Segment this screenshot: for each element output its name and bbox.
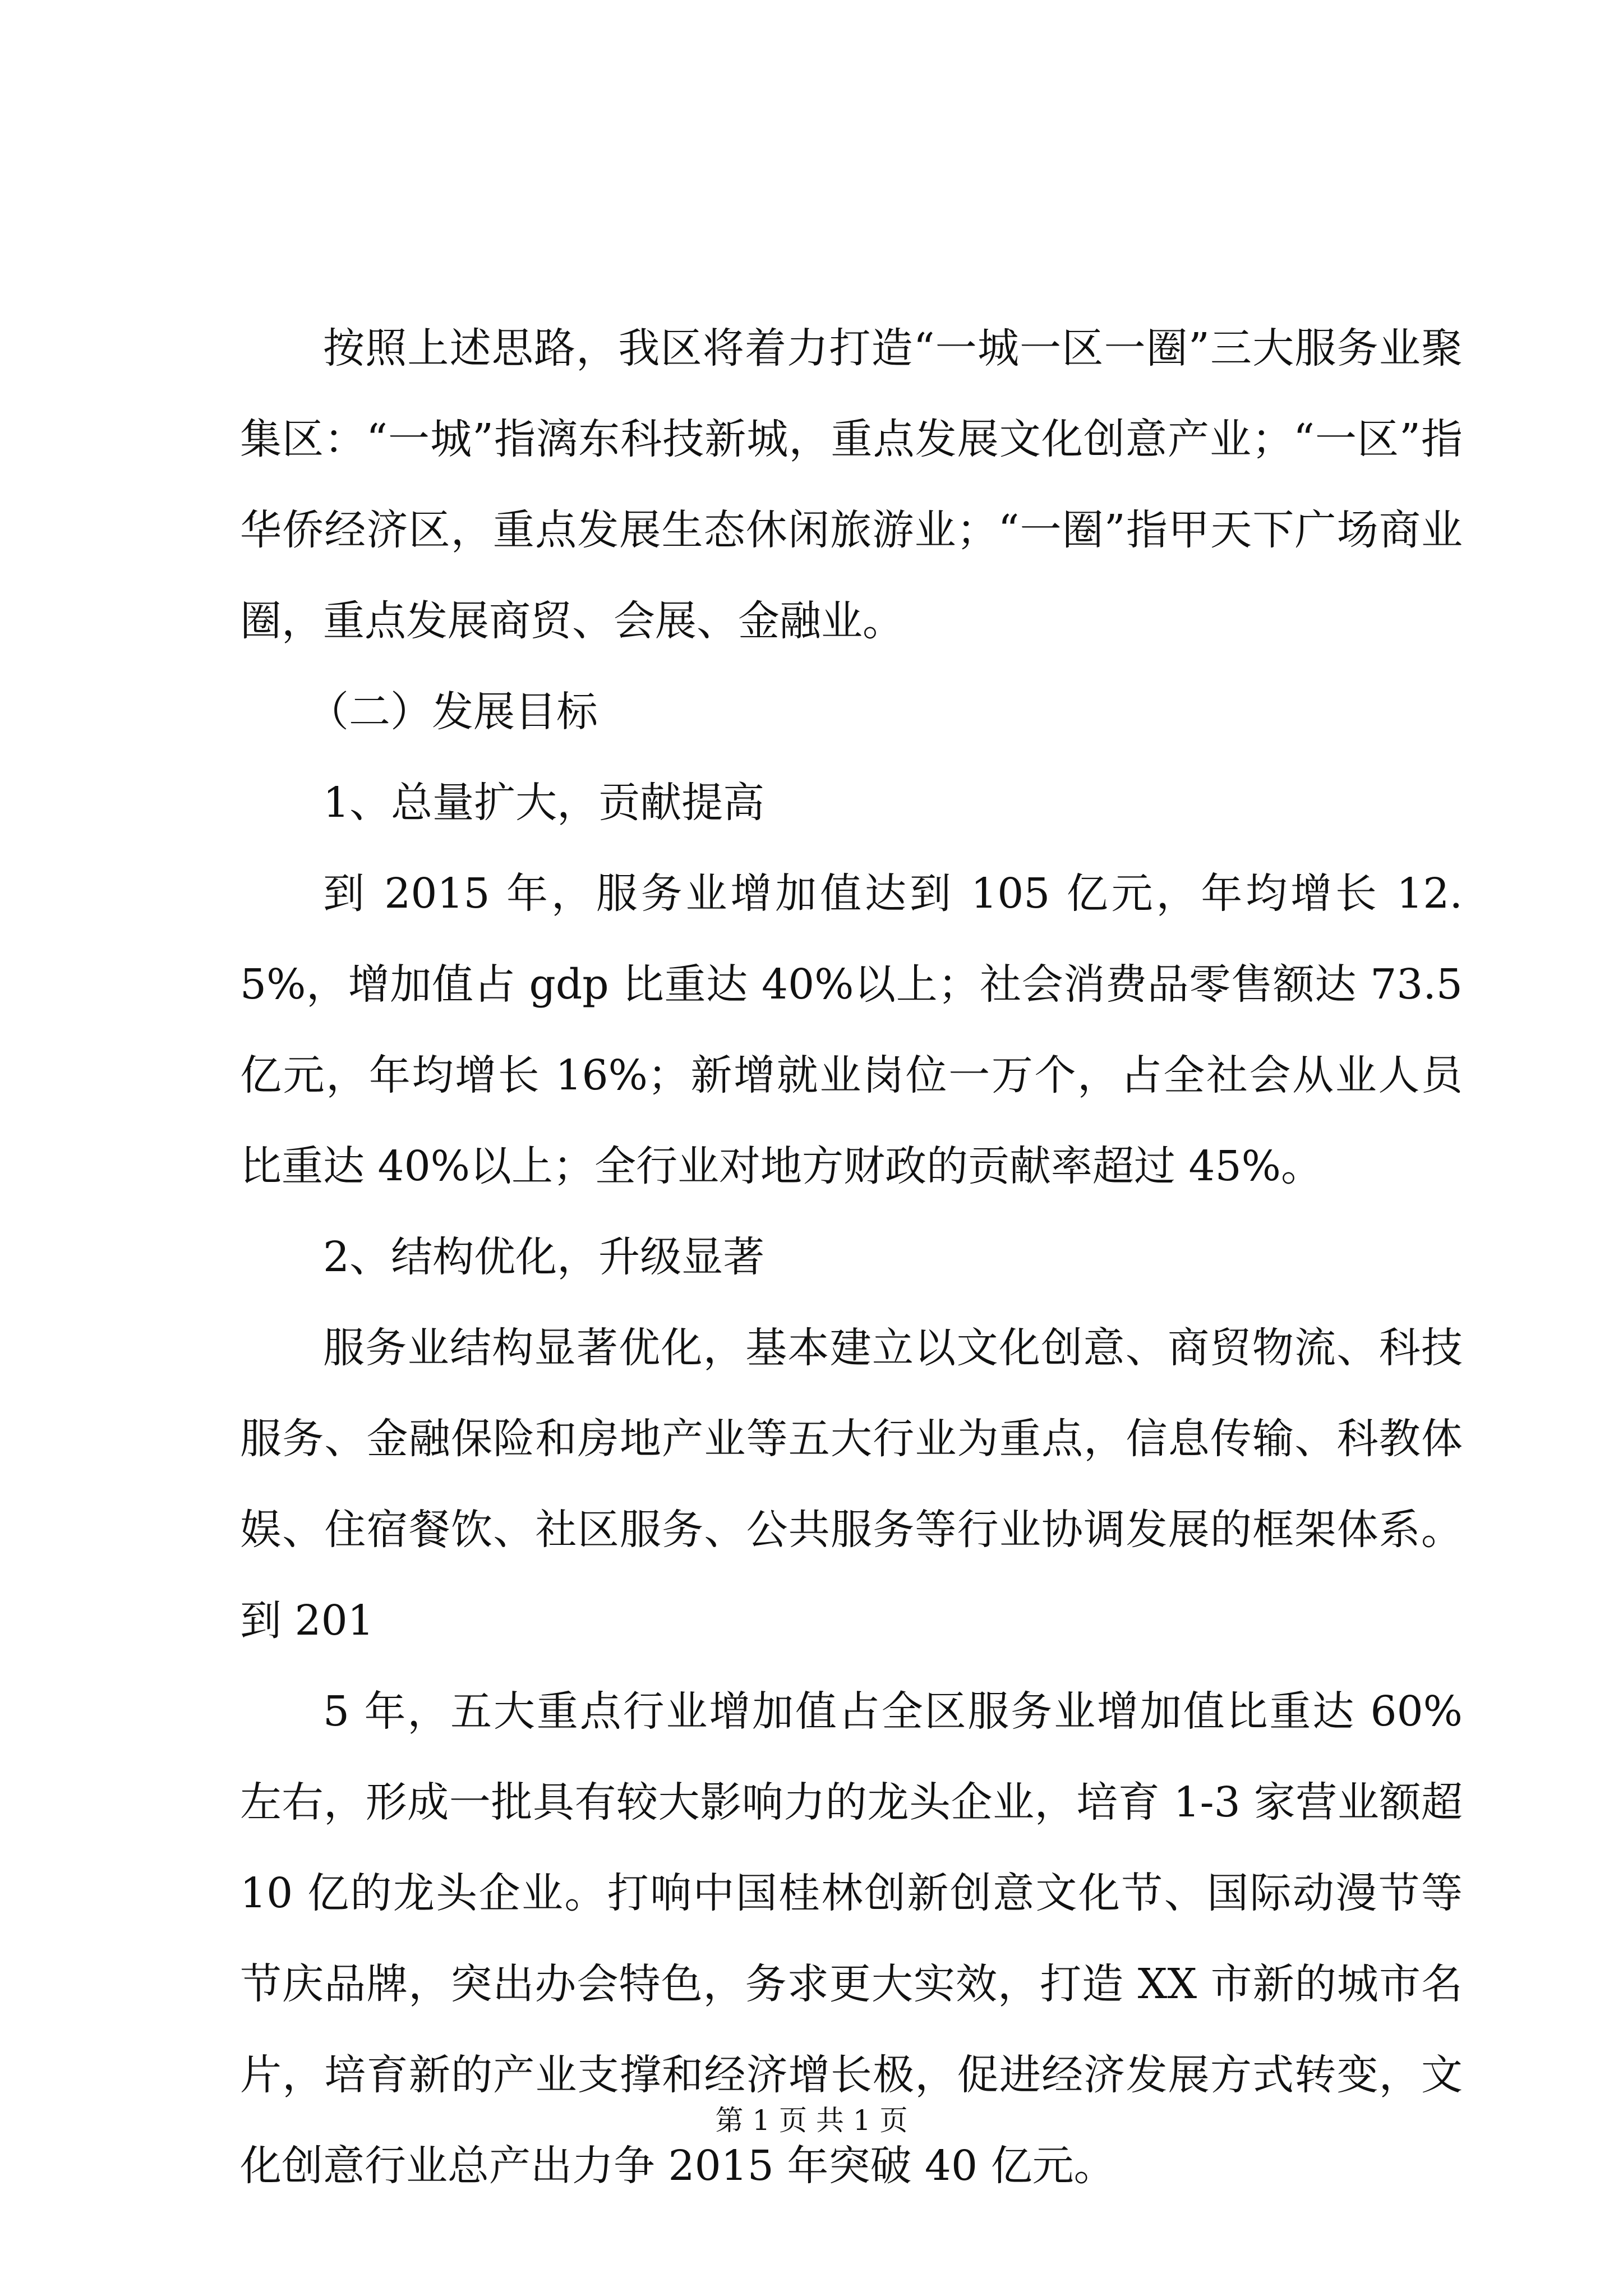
subheading-structure: 2、结构优化，升级显著 [323,1233,765,1281]
document-body [240,303,1463,2211]
paragraph-cluster-plan: 按照上述思路，我区将着力打造“一城一区一圈”三大服务业聚集区：“一城”指漓东科技新城，重点发展文化创意产业；“一区”指华侨经济区，重点发展生态休闲旅游业；“一圈”指甲天下广场商业圈，重点发展商贸、会展、金融业。 [240,324,1463,645]
paragraph-key-industries: 5 年，五大重点行业增加值占全区服务业增加值比重达 60%左右，形成一批具有较大影响力的龙头企业，培育 1-3 家营业额超 10 亿的龙头企业。打响中国桂林创新创意文化节、国际动漫节等节庆品牌，突出办会特色，务求更大实效，打造 XX 市新的城市名片，培育新的产业支撑和经济增长极，促进经济发展方式转变，文化创意行业总产出力争 2015 年突破 40 亿元。 [240,1687,1463,2190]
section-heading-goals: （二）发展目标 [307,688,598,736]
paragraph-structure-system: 服务业结构显著优化，基本建立以文化创意、商贸物流、科技服务、金融保险和房地产业等五大行业为重点，信息传输、科教体娱、住宿餐饮、社区服务、公共服务等行业协调发展的框架体系。到 201 [240,1324,1463,1645]
page-footer: 第 1 页 共 1 页 [715,2104,908,2137]
subheading-total-growth: 1、总量扩大，贡献提高 [323,779,765,827]
paragraph-growth-targets: 到 2015 年，服务业增加值达到 105 亿元，年均增长 12.5%，增加值占 gdp 比重达 40%以上；社会消费品零售额达 73.5 亿元，年均增长 16%；新增就业岗位一万个，占全社会从业人员比重达 40%以上；全行业对地方财政的贡献率超过 45%。 [240,869,1463,1190]
